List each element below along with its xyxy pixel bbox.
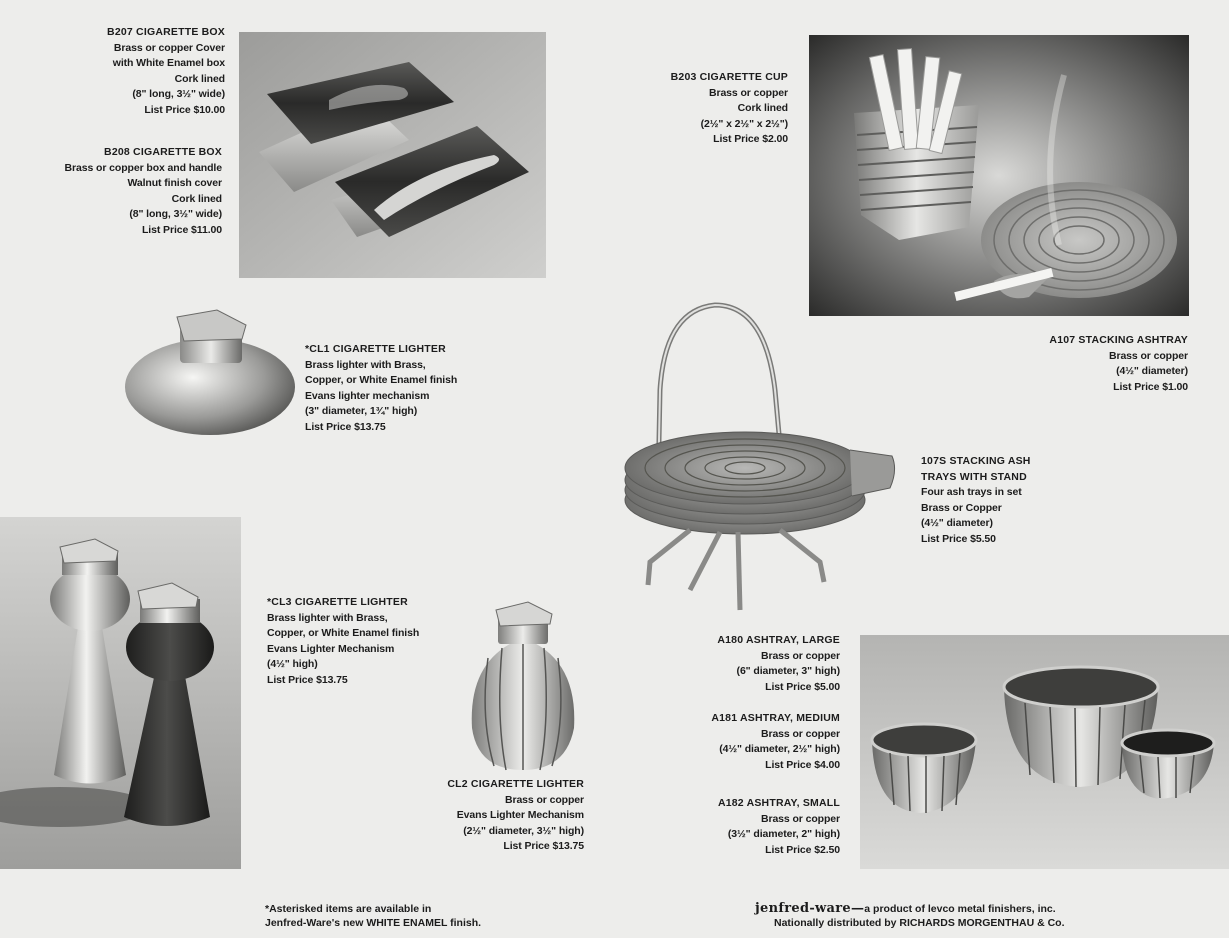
a181-line: Brass or copper	[760, 727, 840, 740]
cl1-line: Copper, or White Enamel finish	[305, 374, 458, 386]
cl3-line: Evans Lighter Mechanism	[267, 642, 395, 655]
a181-line: (4½" diameter, 2½" high)	[719, 743, 840, 755]
a180-line: (6" diameter, 3" high)	[736, 665, 840, 677]
ashtrays-photo	[860, 635, 1229, 869]
asterisk-note-line-2	[265, 916, 481, 930]
b208-line: Cork lined	[171, 192, 222, 205]
b208-line: Brass or copper box and handle	[64, 161, 222, 174]
a180-title: A180 ASHTRAY, LARGE	[717, 634, 840, 646]
cl1-line: (3" diameter, 1¾" high)	[305, 405, 418, 417]
cl3-price: List Price $13.75	[267, 673, 348, 686]
cl3-line: Brass lighter with Brass,	[267, 611, 388, 624]
b203-price: List Price $2.00	[713, 133, 788, 145]
asterisk-note	[265, 902, 481, 930]
cl2-price: List Price $13.75	[503, 840, 584, 852]
cl2-title: CL2 CIGARETTE LIGHTER	[447, 778, 584, 790]
b203-title: B203 CIGARETTE CUP	[670, 71, 788, 83]
107s-line: (4½" diameter)	[921, 517, 993, 529]
a182-price: List Price $2.50	[765, 843, 840, 856]
cl2-lighter-photo	[466, 598, 580, 772]
a180-line: Brass or copper	[760, 649, 840, 662]
cl2-description	[447, 777, 584, 855]
107s-title-2: TRAYS WITH STAND	[921, 470, 1027, 483]
brand-dash: —	[850, 901, 865, 916]
cl3-line: (4½" high)	[267, 658, 318, 670]
b203-line: (2½" x 2½" x 2½")	[700, 117, 788, 130]
b207-price: List Price $10.00	[144, 103, 225, 116]
cl1-lighter-photo	[122, 305, 298, 437]
asterisk-note-line-1: *Asterisked items are available in	[265, 903, 432, 915]
cl2-line: Evans Lighter Mechanism	[456, 809, 584, 821]
white-enamel-label: WHITE ENAMEL	[366, 917, 448, 929]
107s-description	[921, 454, 1031, 547]
cl3-title: *CL3 CIGARETTE LIGHTER	[267, 596, 408, 608]
a107-title: A107 STACKING ASHTRAY	[1049, 334, 1188, 346]
cigarette-cup-photo	[809, 35, 1189, 316]
b207-line: (8" long, 3½" wide)	[132, 88, 225, 100]
b207-line: Cork lined	[174, 72, 225, 85]
cl3-description	[267, 595, 419, 688]
b203-line: Brass or copper	[708, 86, 788, 99]
b203-line: Cork lined	[737, 102, 788, 114]
cl1-line: Evans lighter mechanism	[305, 389, 430, 402]
b208-line: (8" long, 3½" wide)	[129, 208, 222, 220]
107s-line: Four ash trays in set	[921, 486, 1022, 498]
cl2-line: Brass or copper	[504, 793, 584, 806]
a182-title: A182 ASHTRAY, SMALL	[717, 797, 840, 809]
brand-footer	[755, 902, 1065, 930]
a182-line: (3½" diameter, 2" high)	[727, 828, 840, 840]
cl1-description	[305, 342, 457, 435]
cl1-line: Brass lighter with Brass,	[305, 358, 426, 371]
107s-price: List Price $5.50	[921, 532, 996, 545]
b207-line: with White Enamel box	[112, 57, 225, 69]
b207-line: Brass or copper Cover	[113, 41, 225, 54]
asterisk-note-text: Jenfred-Ware's new	[265, 917, 367, 929]
a107-description	[1049, 333, 1188, 395]
b208-price: List Price $11.00	[141, 223, 222, 236]
cl2-line: (2½" diameter, 3½" high)	[463, 824, 584, 837]
a107-line: (4½" diameter)	[1116, 365, 1188, 377]
a107-price: List Price $1.00	[1113, 380, 1188, 393]
107s-title: 107S STACKING ASH	[921, 455, 1031, 467]
a107-line: Brass or copper	[1108, 349, 1188, 362]
a182-line: Brass or copper	[760, 812, 840, 825]
b208-title: B208 CIGARETTE BOX	[104, 146, 222, 158]
cl3-line: Copper, or White Enamel finish	[267, 627, 420, 639]
b208-line: Walnut finish cover	[127, 177, 222, 189]
cl1-title: *CL1 CIGARETTE LIGHTER	[305, 343, 446, 355]
distributor-line: Nationally distributed by RICHARDS MORGENTHAU & Co.	[774, 917, 1065, 929]
a180-description	[717, 633, 840, 695]
brand-logo: jenfred-ware	[755, 901, 851, 916]
cl3-lighters-photo	[0, 517, 241, 869]
a181-description	[711, 711, 840, 773]
b207-description	[107, 25, 225, 118]
a180-price: List Price $5.00	[765, 680, 840, 693]
a181-price: List Price $4.00	[765, 758, 840, 771]
asterisk-note-text-end: finish.	[447, 917, 482, 929]
brand-line	[755, 902, 1065, 916]
107s-line: Brass or Copper	[921, 501, 1002, 514]
b208-description	[65, 145, 222, 238]
a181-title: A181 ASHTRAY, MEDIUM	[711, 712, 840, 724]
stacking-trays-stand-photo	[620, 300, 900, 620]
a182-description	[718, 796, 840, 858]
brand-tagline: a product of levco metal finishers, inc.	[864, 903, 1056, 915]
b207-title: B207 CIGARETTE BOX	[107, 26, 225, 38]
cl1-price: List Price $13.75	[305, 420, 386, 433]
b203-description	[671, 70, 788, 148]
cigarette-boxes-photo	[239, 32, 546, 278]
